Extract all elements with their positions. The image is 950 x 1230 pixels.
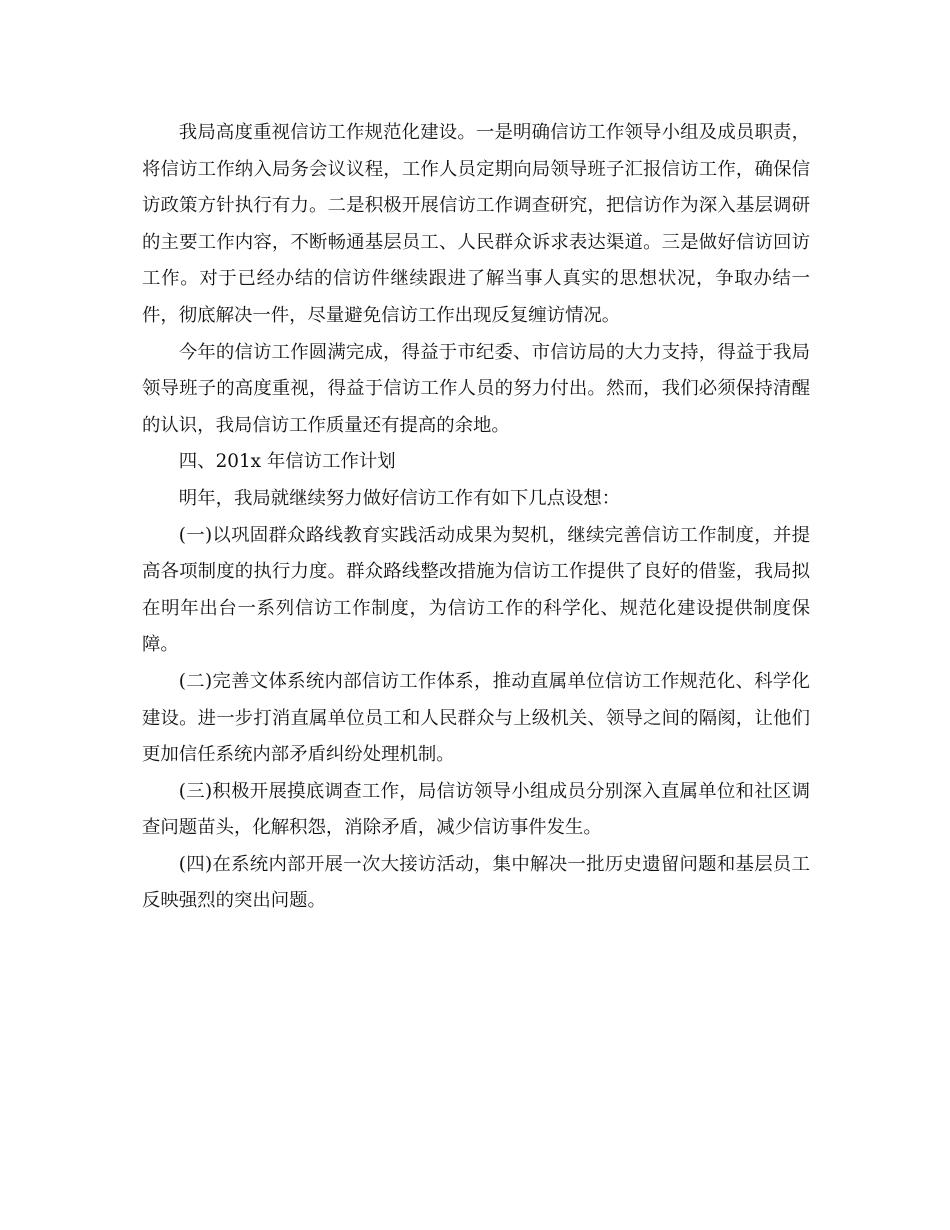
plan-item-2: (二)完善文体系统内部信访工作体系，推动直属单位信访工作规范化、科学化建设。进一步打消直属单位员工和人民群众与上级机关、领导之间的隔阂，让他们更加信任系统内部矛盾纠纷处理机制。: [142, 670, 810, 766]
paragraph-plan-intro: 明年，我局就继续努力做好信访工作有如下几点设想：: [178, 487, 621, 509]
paragraph-standardization: 我局高度重视信访工作规范化建设。一是明确信访工作领导小组及成员职责，将信访工作纳入局务会议议程，工作人员定期向局领导班子汇报信访工作，确保信访政策方针执行有力。二是积极开展信访工作调查研究，把信访作为深入基层调研的主要工作内容，不断畅通基层员工、人民群众诉求表达渠道。三是做好信访回访工作。对于已经办结的信访件继续跟进了解当事人真实的思想状况，争取办结一件，彻底解决一件，尽量避免信访工作出现反复缠访情况。: [142, 122, 810, 326]
plan-item-1: (一)以巩固群众路线教育实践活动成果为契机，继续完善信访工作制度，并提高各项制度的执行力度。群众路线整改措施为信访工作提供了良好的借鉴，我局拟在明年出台一系列信访工作制度，为信访工作的科学化、规范化建设提供制度保障。: [142, 524, 810, 656]
plan-item-3: (三)积极开展摸底调查工作，局信访领导小组成员分别深入直属单位和社区调查问题苗头，化解积怨，消除矛盾，减少信访事件发生。: [142, 780, 810, 839]
section-heading: 四、201x 年信访工作计划: [178, 451, 396, 473]
paragraph-summary: 今年的信访工作圆满完成，得益于市纪委、市信访局的大力支持，得益于我局领导班子的高度重视，得益于信访工作人员的努力付出。然而，我们必须保持清醒的认识，我局信访工作质量还有提高的余地。: [142, 341, 810, 436]
document-body: [142, 115, 810, 920]
plan-item-4: (四)在系统内部开展一次大接访活动，集中解决一批历史遗留问题和基层员工反映强烈的突出问题。: [142, 853, 810, 912]
